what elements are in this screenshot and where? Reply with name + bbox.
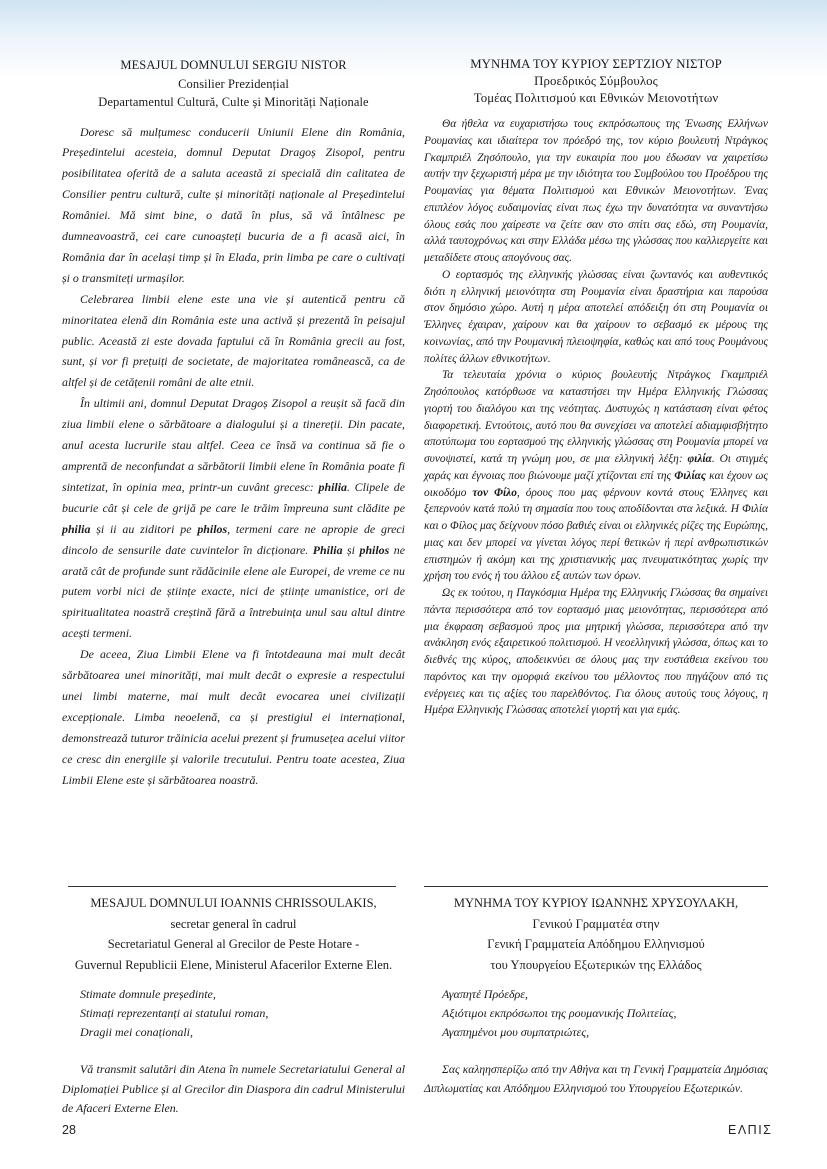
emphasis: τον Φίλο [472,486,517,499]
emphasis: philia [62,521,91,536]
message-line: Secretariatul General al Grecilor de Peste Hotare - [107,937,360,951]
message-department: Τομέας Πολιτισμού και Εθνικών Μειονοτήτων [473,91,719,105]
message-line: Guvernul Republicii Elene, Ministerul Afacerilor Externe Elen. [74,957,393,972]
message-chrissoulakis-ro [62,893,405,1119]
emphasis: philos [197,521,228,536]
message-role: Consilier Prezidențial [178,76,289,91]
section-divider-right [424,886,768,887]
emphasis: philia [318,479,347,494]
paragraph: Σας καληησπερίζω από την Αθήνα και τη Γενική Γραμματεία Δημόσιας Διπλωματίας και Απόδημου Ελληνισμού του Υπουργείου Εξωτερικών. [424,1063,768,1095]
message-role: Προεδρικός Σύμβουλος [534,74,658,88]
heading-nistor-ro [62,56,405,112]
greeting-line: Stimați reprezentanți ai statului roman, [80,1006,269,1020]
paragraph: De aceea, Ziua Limbii Elene va fi întotdeauna mai mult decât sărbătoarea unei minorități, mai mult decât o expresie a respectului unei limbi materne, mai mult decât evocarea unei civilizații excepționale. Limba neoelenă, ca și prestigiul ei internațional, demonstrează tuturor trăinicia acelui prezent și frumusețea acelui viitor ce cresc din energiile și valorile trecutului. Pentru toate acestea, Ziua Limbii Elene este și sărbătoarea noastră. [62,647,405,787]
paragraph: Ως εκ τούτου, η Παγκόσμια Ημέρα της Ελληνικής Γλώσσας θα σημαίνει πάντα περισσότερα από τον εορτασμό μιας μειονότητας, περισσότερα από μια έκφραση σεβασμού προς μια μητρική γλώσσα, περισσότερα από την ανάκληση ενός εξαιρετικού πολιτισμού. Η νεοελληνική γλώσσα, όπως και το διεθνές της κύρος, αποδεικνύει σε όλους μας την ευστάθεια εκείνου του παρόντος και την ομορφιά εκείνου του μέλλοντος που πηγάζουν από τις ενέργειες και τις αξίες του παρελθόντος. Για όλους αυτούς τους λόγους, η Ημέρα Ελληνικής Γλώσσας αποτελεί γιορτή και για εμάς. [424,587,768,717]
intro-paragraph [424,1060,768,1098]
message-line: Γενικού Γραμματέα στην [532,916,660,931]
message-body-ro [62,122,405,791]
page-number: 28 [62,1123,76,1137]
message-line: του Υπουργείου Εξωτερικών της Ελλάδος [490,957,702,972]
paragraph: Θα ήθελα να ευχαριστήσω τους εκπρόσωπους της Ένωσης Ελλήνων Ρουμανίας και ιδιαίτερα τον πρόεδρό της, τον κύριο βουλευτή Ντράγκος Γκαμπριέλ Ζησόπουλο, για την ευκαιρία που μου έδωσαν να χαιρετίσω αυτήν την ξεχωριστή μέρα με την ιδιότητα του Συμβούλου του Προέδρου της Ρουμανίας για θέματα Πολιτισμού και Εθνικών Μειονοτήτων. Ένας επιπλέον λόγος ευδαιμονίας είναι πως έχω την δυνατότητα να συναντήσω όλους εσάς που χαίρεστε να ζείτε σαν στο σπίτι σας εδώ, στη Ρουμανία, αλλά ταυτοχρόνως και στην Ελλάδα μέσω της γλώσσας που καλλιεργείτε και μεταδίδετε στους απογόνους σας. [424,118,768,264]
message-department: Departamentul Cultură, Culte și Minorități Naționale [98,95,369,109]
emphasis: Φιλίας [674,469,707,482]
message-chrissoulakis-gr [424,893,768,1098]
paragraph: Vă transmit salutări din Atena în numele Secretariatului General al Diplomației Publice și al Grecilor din Diaspora din cadrul Ministerului de Afaceri Externe Elen. [62,1062,405,1115]
paragraph: În ultimii ani, domnul Deputat Dragoș Zisopol a reușit să facă din ziua limbii elene o sărbătoare a dialogului și a tinereții. Din pacate, anul acesta lucrurile stau altfel. Ceea ce însă va continua să fie o amprentă de neconfundat a sărbătorii limbii elene în România poate fi sintetizat, în opinia mea, printr-un cuvânt grecesc: philia. Clipele de bucurie cât și cele de grijă pe care le trăim împreuna sunt clădite pe philia și ii au ziditori pe philos, termeni care ne apropie de greci dincolo de sensurile date cuvintelor în dicționare. Philia și philos ne arată cât de profunde sunt rădăcinile elene ale Europei, de vreme ce nu putem vorbi nici de științe exacte, nici de științe umanistice, ori de spiritualitatea noastră creștină fără a întrebuința unul sau altul dintre acești termeni. [62,396,406,641]
paragraph: Ο εορτασμός της ελληνικής γλώσσας είναι ζωντανός και αυθεντικός διότι η ελληνική μειονότητα στη Ρουμανία είναι δραστήρια και παρούσα στον δημόσιο χώρο. Αυτή η μέρα αποτελεί απόδειξη ότι στη Ρουμανία οι Έλληνες έχαιραν, χαίρουν και θα χαίρουν το σεβασμό εκ μέρους της κοινωνίας, από την Ρουμανική πλειοψηφία, καθώς και από τους Ρουμάνους πολίτες άλλων εθνικοτήτων. [424,268,768,365]
section-divider-left [68,886,396,887]
message-line: Γενική Γραμματεία Απόδημου Ελληνισμού [487,937,705,951]
message-nistor-gr [424,56,768,719]
message-line: secretar general în cadrul [170,916,297,931]
greeting-block [424,985,768,1042]
magazine-title: ΕΛΠΙΣ [728,1123,773,1137]
paragraph: Doresc să mulțumesc conducerii Uniunii Elene din România, Președintelui acesteia, domnul Deputat Dragoș Zisopol, pentru posibilitatea oferită de a saluta această zi specială din calitatea de Consilier pentru cultură, culte și minorități naționale al Președintelui României. Mă simt bine, o dată în plus, să vă întâlnesc pe dumneavoastră, cei care cunoașteți bucuria de a fi acasă aici, în România dar în același timp și în Elada, prin limba pe care o cultivați și o transmiteți urmașilor. [62,124,405,285]
heading-chrissoulakis-ro [62,893,405,975]
greeting-line: Αγαπημένοι μου συμπατριώτες, [442,1025,590,1039]
message-body-gr [424,116,768,719]
heading-chrissoulakis-gr [424,893,768,975]
message-title: ΜΥΝΗΜΑ ΤΟΥ ΚΥΡΙΟΥ ΙΩΑΝΝΗΣ ΧΡΥΣΟΥΛΑΚΗ, [453,896,739,910]
emphasis: philos [359,542,390,557]
paragraph: Τα τελευταία χρόνια ο κύριος βουλευτής Ντράγκος Γκαμπριέλ Ζησόπουλος κατόρθωσε να καταστήσει την Ημέρα Ελληνικής Γλώσσας γιορτή του διαλόγου και της νεότητας. Δυστυχώς η κατάσταση είναι φέτος διαφορετική. Εντούτοις, αυτό που θα συνεχίσει να αποτελεί αδιαμφισβήτητο αποτύπωμα του εορτασμού της ελληνικής γλώσσας στη Ρουμανία μπορεί να συνοψιστεί, κατά τη γνώμη μου, σε μια ελληνική λέξη: φιλία. Οι στιγμές χαράς και έγνοιας που βιώνουμε μαζί χτίζονται επί της Φιλίας και έχουν ως οικοδόμο τον Φίλο, όρους που μας φέρνουν κοντά στους Έλληνες και ξεπερνούν κατά πολύ τη σημασία που τους αποδίδονται στα λεξικά. Η Φιλία και ο Φίλος μας δείχνουν πόσο βαθιές είναι οι ελληνικές ρίζες της Ευρώπης, μιας και δεν μπορεί να γίνεται λόγος περί θετικών ή περί ανθρωπιστικών επιστημών ή ακόμη και της χριστιανικής μας πνευματικότητας χωρίς την χρήση του ενός ή του άλλου εξ αυτών των όρων. [424,369,769,583]
greeting-line: Stimate domnule președinte, [80,987,216,1001]
greeting-line: Αξιότιμοι εκπρόσωποι της ρουμανικής Πολιτείας, [442,1006,677,1020]
greeting-block [62,985,405,1042]
paragraph: Celebrarea limbii elene este una vie și autentică pentru că minoritatea elenă din România este una activă și prezentă în peisajul public. Această zi este dovada faptului că în România grecii au fost, sunt, și vor fi prețuiți de societate, de majoritatea românească, ca de altfel și de cetățenii români de alte etnii. [62,291,405,390]
greeting-line: Αγαπητέ Πρόεδρε, [442,987,529,1001]
emphasis: φιλία [687,453,712,465]
intro-paragraph [62,1060,405,1119]
message-title: MESAJUL DOMNULUI SERGIU NISTOR [120,58,347,72]
heading-nistor-gr [424,56,768,107]
greeting-line: Dragii mei conaționali, [80,1025,193,1039]
message-title: ΜΥΝΗΜΑ ΤΟΥ ΚΥΡΙΟΥ ΣΕΡΤΖΙΟΥ ΝΙΣΤΟΡ [470,57,722,71]
message-nistor-ro [62,56,405,791]
emphasis: Philia [312,542,343,557]
message-title: MESAJUL DOMNULUI IOANNIS CHRISSOULAKIS, [90,896,377,910]
